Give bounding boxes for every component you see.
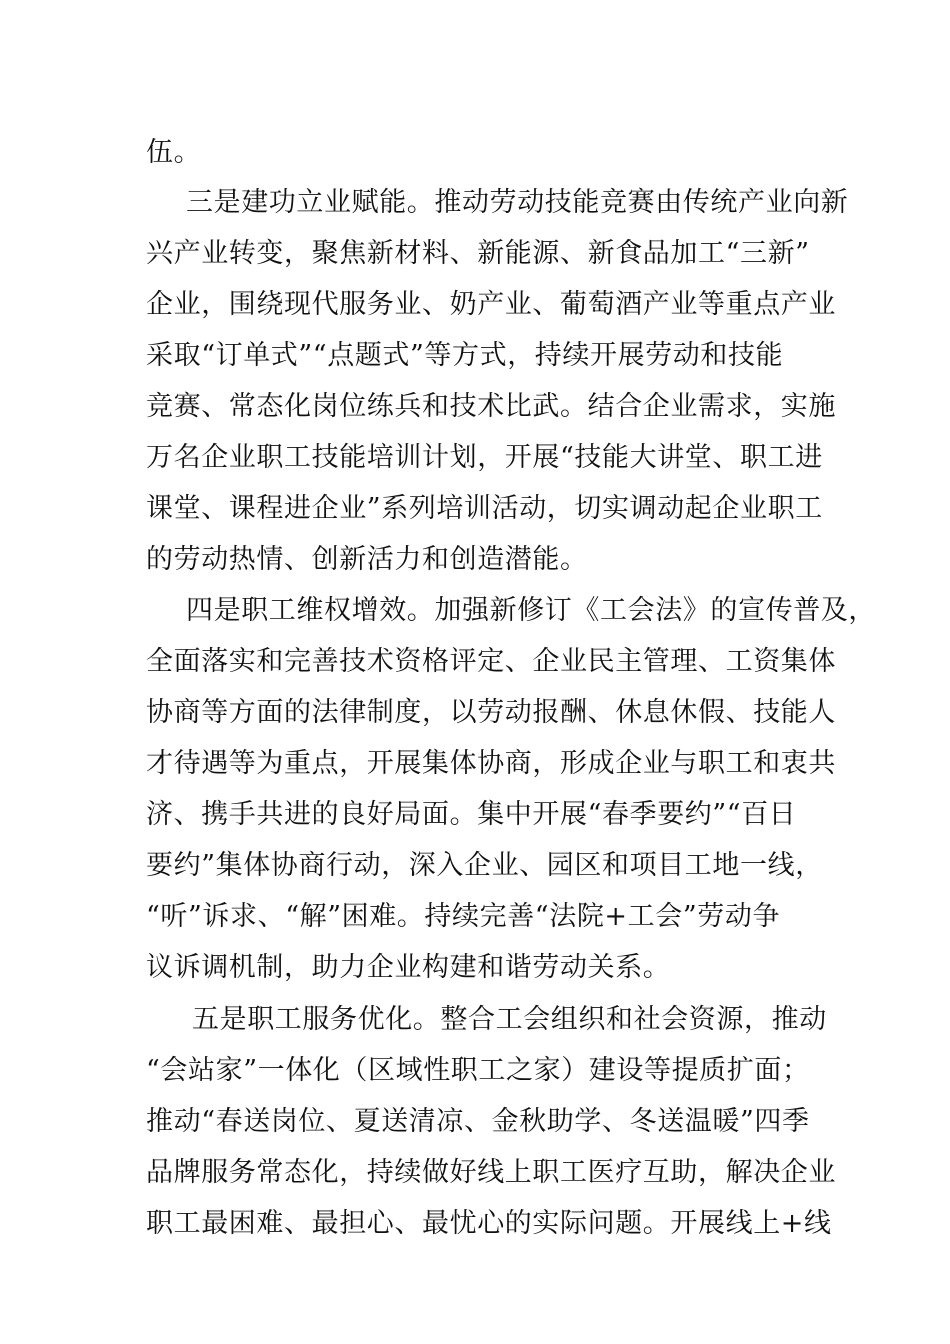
paragraph-heading-line: 五是职工服务优化。整合工会组织和社会资源，推动 <box>192 1004 827 1035</box>
text-line: 全面落实和完善技术资格评定、企业民主管理、工资集体 <box>146 646 836 677</box>
text-line: 推动“春送岗位、夏送清凉、金秋助学、冬送温暖”四季 <box>146 1106 810 1137</box>
paragraph-heading-line: 三是建功立业赋能。推动劳动技能竞赛由传统产业向新 <box>186 187 849 218</box>
text-line: 职工最困难、最担心、最忧心的实际问题。开展线上+线 <box>146 1208 832 1239</box>
text-line: 品牌服务常态化，持续做好线上职工医疗互助，解决企业 <box>146 1157 836 1188</box>
text-line: 企业，围绕现代服务业、奶产业、葡萄酒产业等重点产业 <box>146 289 836 320</box>
paragraph-heading-line: 四是职工维权增效。加强新修订《工会法》的宣传普及， <box>186 595 876 626</box>
text-line: 要约”集体协商行动，深入企业、园区和项目工地一线， <box>146 850 823 881</box>
text-line: 协商等方面的法律制度，以劳动报酬、休息休假、技能人 <box>146 697 836 728</box>
text-line: 采取“订单式”“点题式”等方式，持续开展劳动和技能 <box>146 340 784 371</box>
text-line: 议诉调机制，助力企业构建和谐劳动关系。 <box>146 952 671 983</box>
text-line: “听”诉求、“解”困难。持续完善“法院+工会”劳动争 <box>146 901 781 932</box>
text-line: 的劳动热情、创新活力和创造潜能。 <box>146 544 588 575</box>
text-line: 济、携手共进的良好局面。集中开展“春季要约”“百日 <box>146 799 797 830</box>
text-line: 才待遇等为重点，开展集体协商，形成企业与职工和衷共 <box>146 748 836 779</box>
text-line: 竞赛、常态化岗位练兵和技术比武。结合企业需求，实施 <box>146 391 836 422</box>
text-line: “会站家”一体化（区域性职工之家）建设等提质扩面； <box>146 1055 810 1086</box>
text-line: 课堂、课程进企业”系列培训活动，切实调动起企业职工 <box>146 493 823 524</box>
text-line: 万名企业职工技能培训计划，开展“技能大讲堂、职工进 <box>146 442 823 473</box>
text-line: 兴产业转变，聚焦新材料、新能源、新食品加工“三新” <box>146 238 810 269</box>
text-line: 伍。 <box>146 137 202 168</box>
